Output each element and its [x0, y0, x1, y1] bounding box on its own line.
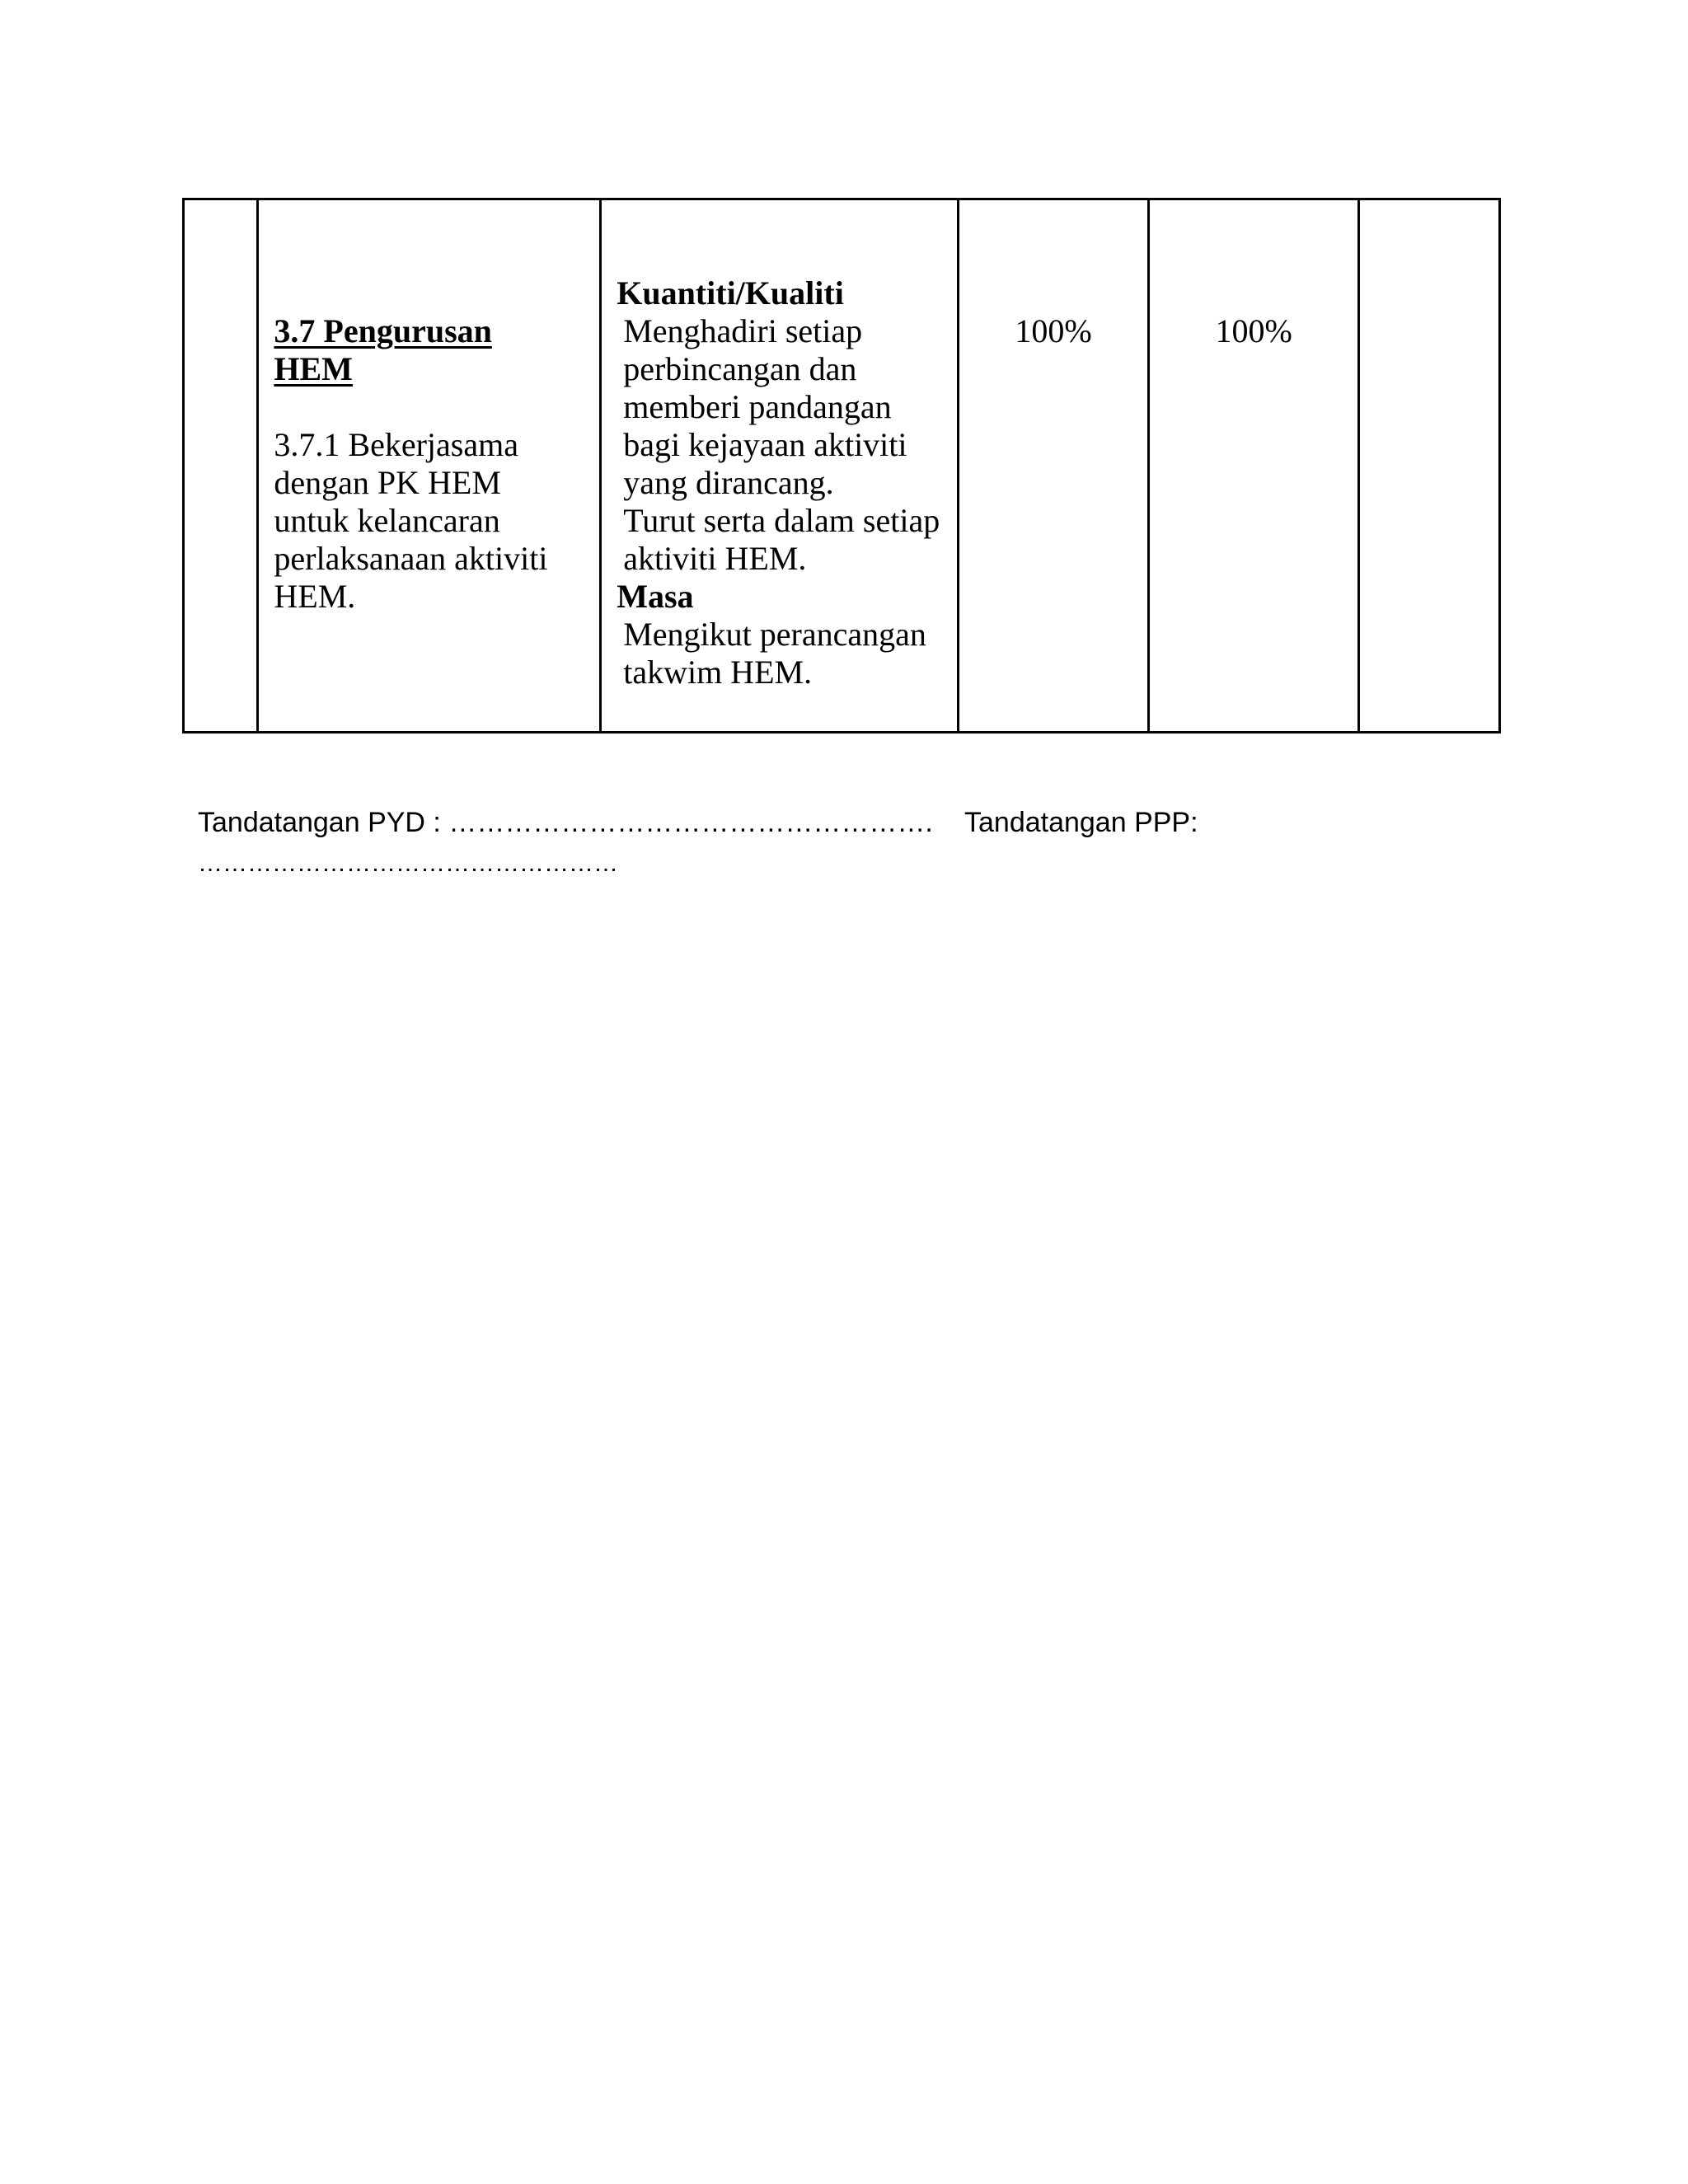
row-number-cell	[184, 199, 258, 733]
activity-title: 3.7 Pengurusan HEM	[274, 312, 492, 387]
activity-description: 3.7.1 Bekerjasama dengan PK HEM untuk kelancaran perlaksanaan aktiviti HEM.	[274, 426, 548, 615]
table-row	[184, 199, 1500, 733]
quality-text-1: Menghadiri setiap perbincangan dan memberi pandangan bagi kejayaan aktiviti yang dirancang.	[623, 312, 907, 501]
activity-cell	[258, 199, 601, 733]
target-cell	[601, 199, 959, 733]
appraisal-table	[182, 198, 1501, 733]
ppp-signature-line: ……………………………………………	[198, 850, 618, 877]
percent-achieved-cell: 100%	[1149, 199, 1359, 733]
ppp-signature-label: Tandatangan PPP:	[964, 807, 1198, 838]
remarks-cell	[1359, 199, 1500, 733]
quality-text-2: Turut serta dalam setiap aktiviti HEM.	[623, 502, 940, 577]
percent-target-cell: 100%	[959, 199, 1149, 733]
time-heading: Masa	[617, 578, 694, 615]
time-text: Mengikut perancangan takwim HEM.	[623, 616, 926, 691]
pyd-signature-label: Tandatangan PYD : …………………………………………….	[198, 807, 933, 838]
quality-heading: Kuantiti/Kualiti	[617, 274, 844, 312]
